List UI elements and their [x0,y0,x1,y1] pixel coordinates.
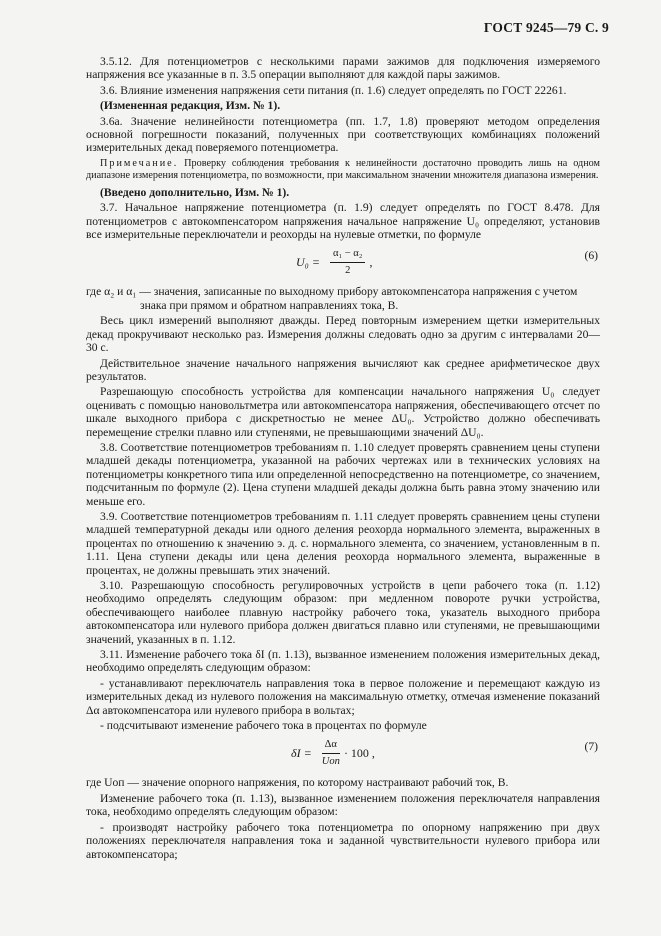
amendment-note-1: (Измененная редакция, Изм. № 1). [100,99,281,113]
formula-6-numerator: α₁ − α₂ [330,247,366,262]
page-header: ГОСТ 9245—79 С. 9 [483,20,609,35]
paragraph-3-10: 3.10. Разрешающую способность регулировочных устройств в цепи рабочего тока (п. 1.12) необходимо определять следующим образом: при медленном повороте ручки устройства, обеспечивающего наиболее плавную настройку рабочего тока, указатель выходного прибора автокомпенсатора или нулевого прибора должен двигаться плавно или ступенями, не превышающими значений, указанных в п. 1.12. [86,579,600,646]
formula-7 [86,736,600,772]
formula-7-fraction [322,738,340,768]
formula-6-lhs: U₀ = [296,254,320,269]
formula-7-tail: · 100 , [343,745,375,760]
paragraph-3-8: 3.8. Соответствие потенциометров требованиям п. 1.10 следует проверять сравнением цены ступени младшей декады потенциометра, указанной на рабочих чертежах или в технических условиях на потенциометры конкретного типа или определенной непосредственно на потенциометре, со значением, подсчитанным по формуле (2). Цена ступени младшей декады должна быть равна этому значению или меньше его. [86,440,600,508]
amendment-note-2: (Введено дополнительно, Изм. № 1). [100,185,290,199]
formula-6-fraction [330,247,366,277]
formula-6 [86,245,600,281]
formula-6-number: (6) [584,249,598,263]
paragraph-3-6a: 3.6а. Значение нелинейности потенциометра (пп. 1.7, 1.8) проверяют методом определения основной погрешности показаний, полученных при соответствующих комбинациях положений измерительных декад поверяемого потенциометра. [86,114,600,155]
formula-6-where-line-2: знака при прямом и обратном направлениях тока, В. [140,298,399,312]
paragraph-3-9: 3.9. Соответствие потенциометров требованиям п. 1.11 следует проверять сравнением цены ступени младшей температурной декады или одного деления реохорда нормального элемента, выраженных в процентах по отношению к значению э. д. с. нормального элемента, со значением, установленным в п. 1.11. Цена ступени декады или цена деления реохорда нормального элемента, выраженные в процентах, не должны превышать этих значений. [86,509,600,577]
paragraph-3-11: 3.11. Изменение рабочего тока δI (п. 1.13), вызванное изменением положения измерительных декад, необходимо определять следующим образом: [86,648,600,675]
bullet-adjust-current: - производят настройку рабочего тока потенциометра по опорному напряжению при двух положениях переключателя направления тока и заданной чувствительности нулевого прибора или автокомпенсатора; [86,820,600,861]
formula-7-lhs: δI = [291,745,312,760]
paragraph-3-5-12: 3.5.12. Для потенциометров с несколькими парами зажимов для подключения измеряемого напряжения все указанные в п. 3.5 операции выполняют для каждой пары зажимов. [86,55,600,82]
formula-7-number: (7) [584,740,598,754]
paragraph-3-6: 3.6. Влияние изменения напряжения сети питания (п. 1.6) следует определять по ГОСТ 22261. [100,83,567,97]
bullet-compute: - подсчитывают изменение рабочего тока в процентах по формуле [100,719,427,733]
formula-7-where: где Uоп — значение опорного напряжения, по которому настраивают рабочий ток, В. [86,776,509,790]
paragraph-average: Действительное значение начального напряжения вычисляют как среднее арифметическое двух результатов. [86,356,600,383]
paragraph-3-7: 3.7. Начальное напряжение потенциометра (п. 1.9) следует определять по ГОСТ 8.478. Для потенциометров с автокомпенсатором напряжения начальное напряжение U₀ определяют, установив все измерительные переключатели и реохорды на нулевые отметки, по формуле [86,201,600,242]
document-body [86,55,600,863]
paragraph-cycle: Весь цикл измерений выполняют дважды. Перед повторным измерением щетки измерительных декад прокручивают несколько раз. Измерения должны следовать одно за другим с интервалами 20—30 с. [86,314,600,355]
formula-6-where-line-1: где α₂ и α₁ — значения, записанные по выходному прибору автокомпенсатора напряжения с учетом [86,285,578,299]
paragraph-resolution: Разрешающую способность устройства для компенсации начального напряжения U₀ следует оценивать с помощью нановольтметра или автокомпенсатора напряжения, обеспечивающего отсчет по шкале выходного прибора с дискретностью не менее ΔU₀. Устройство должно обеспечивать перемещение стрелки плавно или ступенями, не превышающими значений ΔU₀. [86,385,600,439]
note-label: Примечание. [100,157,179,169]
note-text: Проверку соблюдения требования к нелинейности достаточно проводить лишь на одном диапазоне измерения потенциометра, по возможности, при максимальном значении множителя диапазона измерения. [86,157,600,181]
note [86,158,600,182]
formula-7-numerator: Δα [322,738,340,753]
bullet-set-switch: - устанавливают переключатель направления тока в первое положение и перемещают каждую из измерительных декад из нулевого положения на максимальную отметку, отмечая изменение показаний Δα автокомпенсатора или нулевого прибора в вольтах; [86,676,600,717]
formula-6-where [86,285,600,312]
formula-6-denominator: 2 [345,264,351,276]
paragraph-direction-switch: Изменение рабочего тока (п. 1.13), вызванное изменением положения переключателя направления тока, необходимо определять следующим образом: [86,791,600,819]
formula-7-denominator: Uоп [321,755,340,767]
formula-6-tail: , [369,254,373,269]
